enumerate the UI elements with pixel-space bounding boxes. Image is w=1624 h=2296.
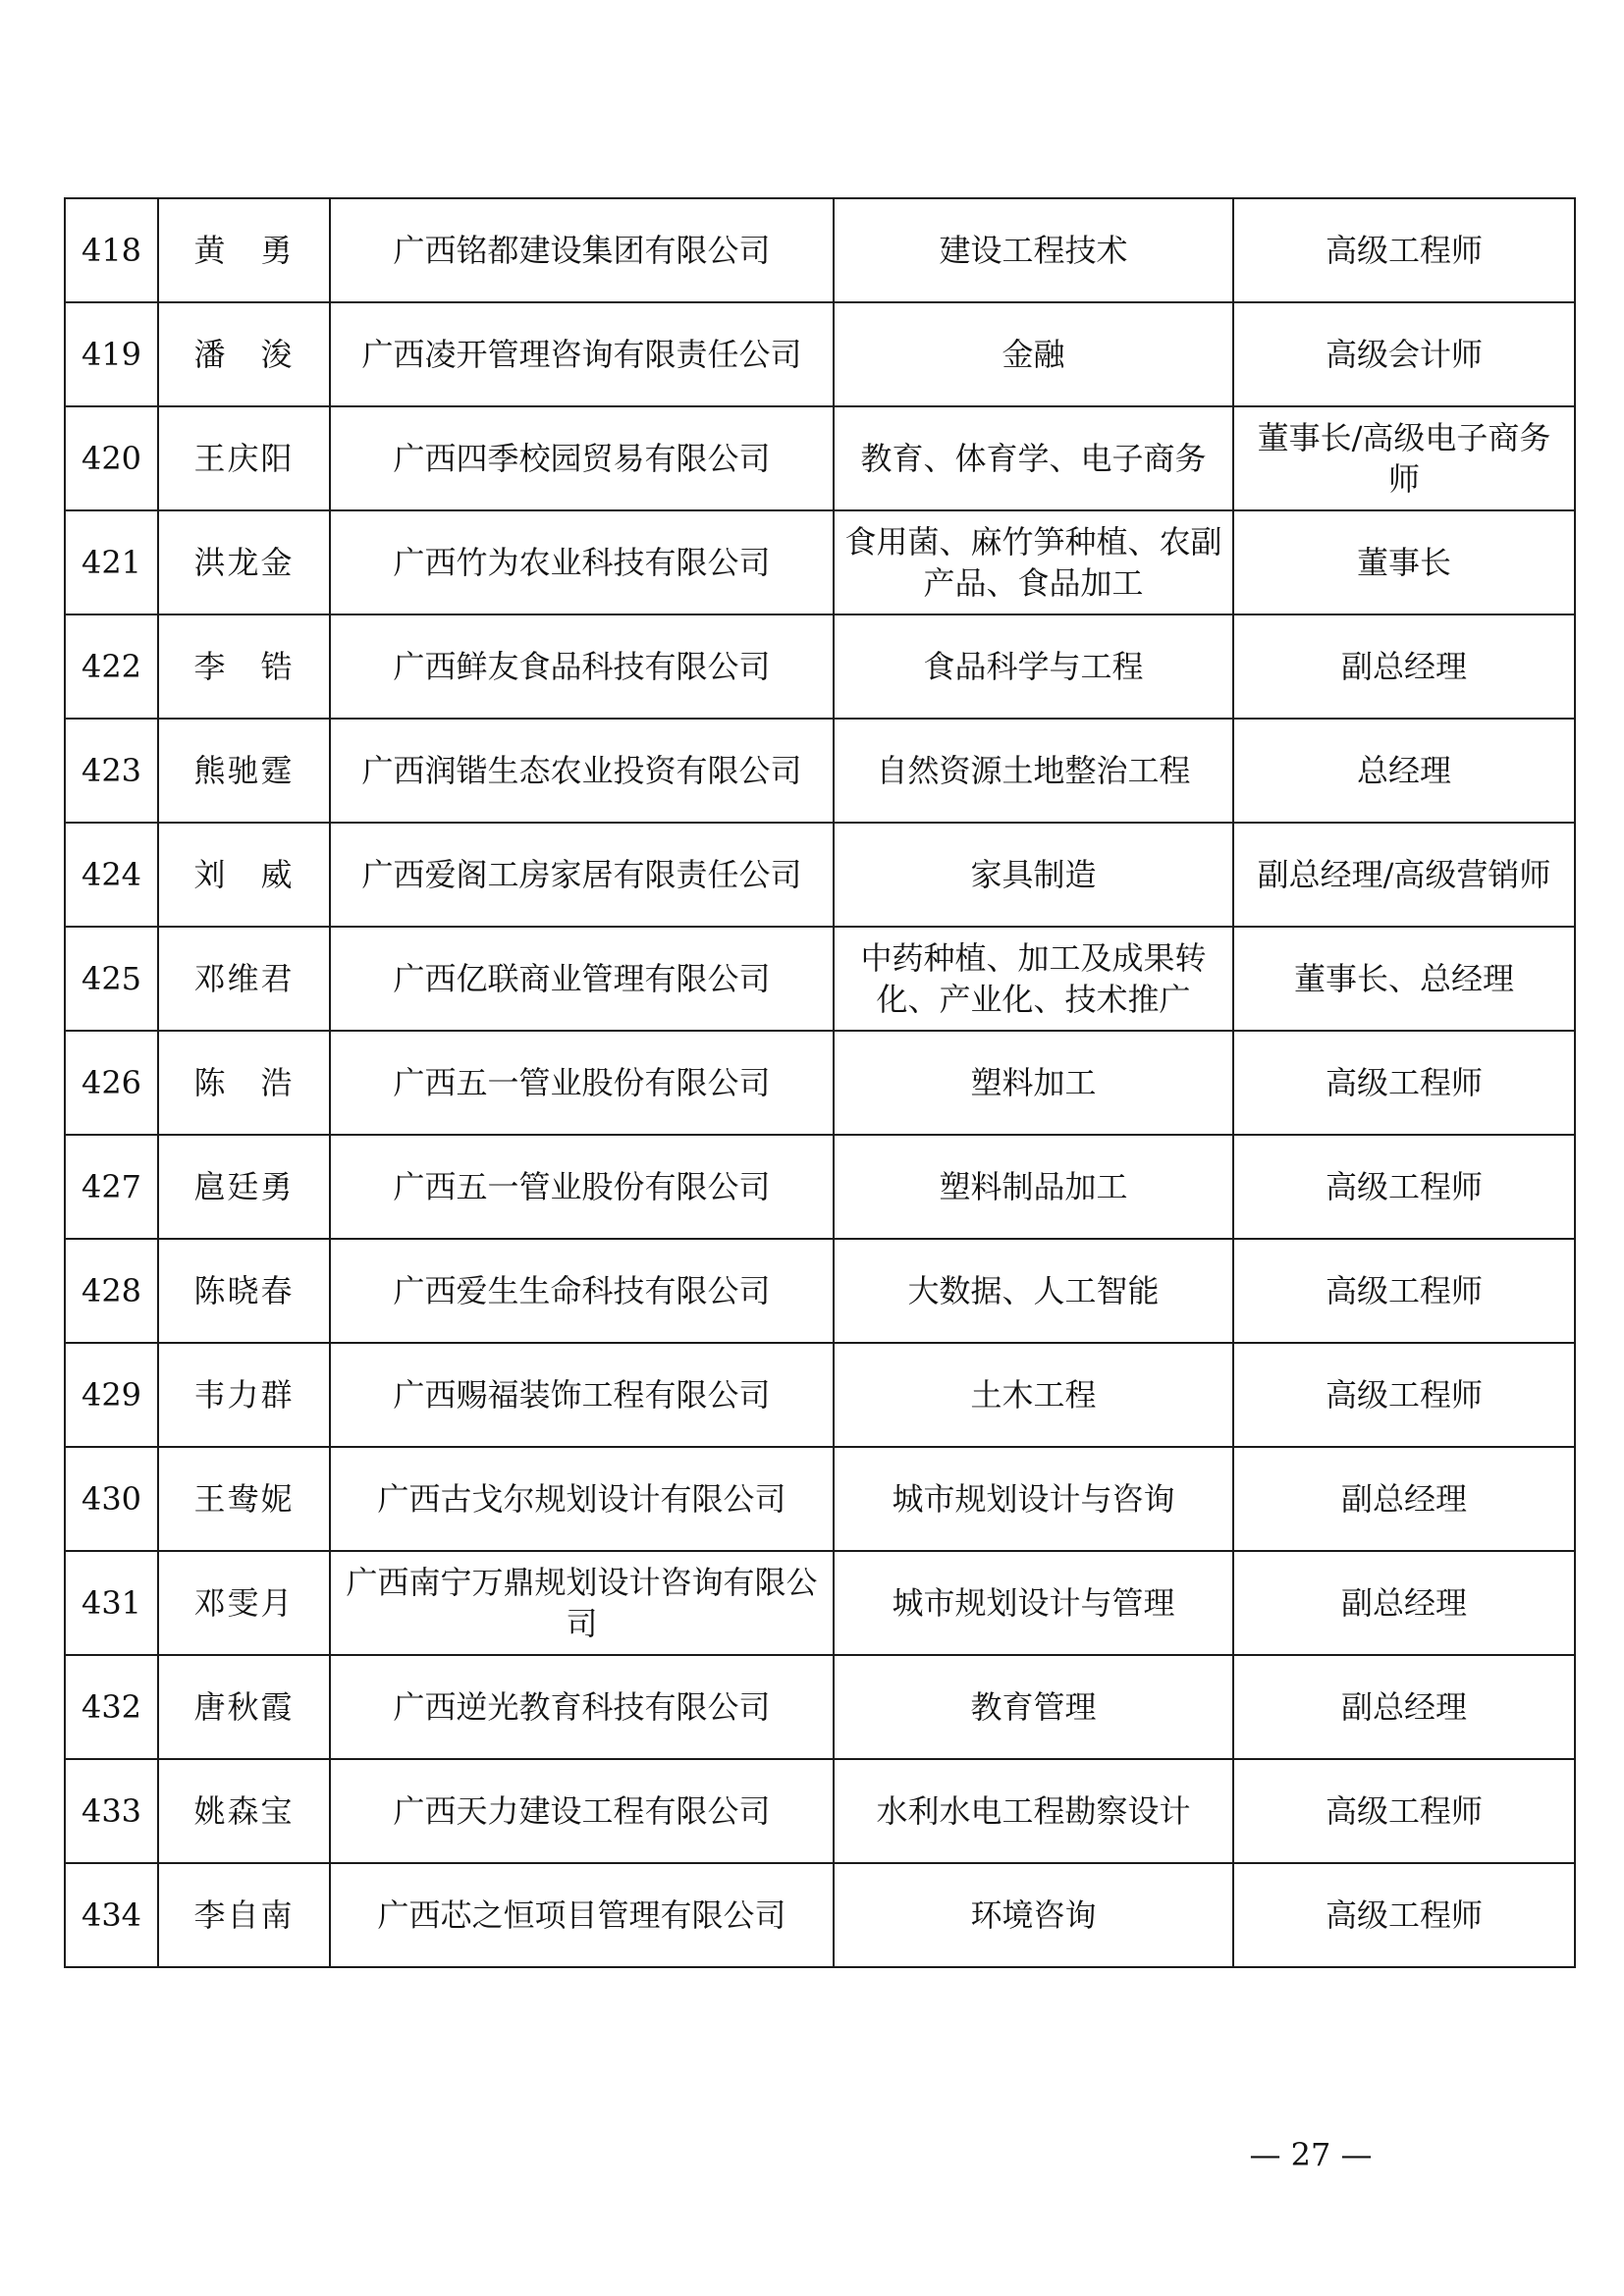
row-number: 429 <box>65 1343 158 1447</box>
job-title: 副总经理 <box>1233 1447 1575 1551</box>
job-title: 副总经理 <box>1233 1655 1575 1759</box>
specialty-field: 土木工程 <box>834 1343 1233 1447</box>
table-row <box>65 1343 1575 1447</box>
person-name: 陈 浩 <box>158 1031 330 1135</box>
person-name: 扈廷勇 <box>158 1135 330 1239</box>
table-row <box>65 719 1575 823</box>
table-body <box>65 198 1575 1967</box>
organization: 广西古戈尔规划设计有限公司 <box>330 1447 834 1551</box>
row-number: 423 <box>65 719 158 823</box>
specialty-field: 城市规划设计与管理 <box>834 1551 1233 1655</box>
row-number: 425 <box>65 927 158 1031</box>
row-number: 432 <box>65 1655 158 1759</box>
table-row <box>65 1239 1575 1343</box>
row-number: 431 <box>65 1551 158 1655</box>
person-name: 王庆阳 <box>158 406 330 510</box>
specialty-field: 城市规划设计与咨询 <box>834 1447 1233 1551</box>
table-row <box>65 198 1575 302</box>
row-number: 430 <box>65 1447 158 1551</box>
job-title: 高级会计师 <box>1233 302 1575 406</box>
organization: 广西南宁万鼎规划设计咨询有限公司 <box>330 1551 834 1655</box>
table-row <box>65 1447 1575 1551</box>
specialty-field: 塑料加工 <box>834 1031 1233 1135</box>
person-name: 王鸯妮 <box>158 1447 330 1551</box>
row-number: 418 <box>65 198 158 302</box>
organization: 广西五一管业股份有限公司 <box>330 1031 834 1135</box>
row-number: 422 <box>65 614 158 719</box>
person-name: 韦力群 <box>158 1343 330 1447</box>
specialty-field: 教育管理 <box>834 1655 1233 1759</box>
page-number: — 27 — <box>1249 2136 1373 2173</box>
job-title: 董事长 <box>1233 510 1575 614</box>
row-number: 434 <box>65 1863 158 1967</box>
row-number: 426 <box>65 1031 158 1135</box>
organization: 广西芯之恒项目管理有限公司 <box>330 1863 834 1967</box>
table-row <box>65 1135 1575 1239</box>
person-name: 熊驰霆 <box>158 719 330 823</box>
organization: 广西爱阁工房家居有限责任公司 <box>330 823 834 927</box>
specialty-field: 塑料制品加工 <box>834 1135 1233 1239</box>
row-number: 419 <box>65 302 158 406</box>
job-title: 董事长、总经理 <box>1233 927 1575 1031</box>
organization: 广西赐福装饰工程有限公司 <box>330 1343 834 1447</box>
job-title: 高级工程师 <box>1233 1031 1575 1135</box>
table-row <box>65 927 1575 1031</box>
job-title: 高级工程师 <box>1233 1863 1575 1967</box>
specialty-field: 大数据、人工智能 <box>834 1239 1233 1343</box>
specialty-field: 金融 <box>834 302 1233 406</box>
job-title: 副总经理 <box>1233 614 1575 719</box>
job-title: 高级工程师 <box>1233 1239 1575 1343</box>
organization: 广西亿联商业管理有限公司 <box>330 927 834 1031</box>
specialty-field: 建设工程技术 <box>834 198 1233 302</box>
table-row <box>65 1551 1575 1655</box>
person-name: 黄 勇 <box>158 198 330 302</box>
specialty-field: 家具制造 <box>834 823 1233 927</box>
organization: 广西鲜友食品科技有限公司 <box>330 614 834 719</box>
table-row <box>65 510 1575 614</box>
job-title: 副总经理 <box>1233 1551 1575 1655</box>
specialty-field: 中药种植、加工及成果转化、产业化、技术推广 <box>834 927 1233 1031</box>
specialty-field: 食用菌、麻竹笋种植、农副产品、食品加工 <box>834 510 1233 614</box>
organization: 广西润锴生态农业投资有限公司 <box>330 719 834 823</box>
organization: 广西铭都建设集团有限公司 <box>330 198 834 302</box>
table-row <box>65 1655 1575 1759</box>
person-name: 陈晓春 <box>158 1239 330 1343</box>
job-title: 副总经理/高级营销师 <box>1233 823 1575 927</box>
person-name: 邓雯月 <box>158 1551 330 1655</box>
job-title: 总经理 <box>1233 719 1575 823</box>
organization: 广西逆光教育科技有限公司 <box>330 1655 834 1759</box>
table-row <box>65 823 1575 927</box>
person-name: 刘 威 <box>158 823 330 927</box>
organization: 广西天力建设工程有限公司 <box>330 1759 834 1863</box>
job-title: 高级工程师 <box>1233 1135 1575 1239</box>
person-name: 潘 浚 <box>158 302 330 406</box>
specialty-field: 食品科学与工程 <box>834 614 1233 719</box>
table-row <box>65 1031 1575 1135</box>
specialty-field: 教育、体育学、电子商务 <box>834 406 1233 510</box>
specialty-field: 水利水电工程勘察设计 <box>834 1759 1233 1863</box>
table-row <box>65 614 1575 719</box>
row-number: 420 <box>65 406 158 510</box>
person-name: 邓维君 <box>158 927 330 1031</box>
person-name: 唐秋霞 <box>158 1655 330 1759</box>
table-row <box>65 406 1575 510</box>
organization: 广西凌开管理咨询有限责任公司 <box>330 302 834 406</box>
job-title: 高级工程师 <box>1233 198 1575 302</box>
job-title: 高级工程师 <box>1233 1759 1575 1863</box>
row-number: 427 <box>65 1135 158 1239</box>
table-row <box>65 302 1575 406</box>
specialty-field: 环境咨询 <box>834 1863 1233 1967</box>
expert-list-table <box>64 197 1576 1968</box>
row-number: 433 <box>65 1759 158 1863</box>
organization: 广西四季校园贸易有限公司 <box>330 406 834 510</box>
person-name: 李自南 <box>158 1863 330 1967</box>
person-name: 李 锆 <box>158 614 330 719</box>
job-title: 高级工程师 <box>1233 1343 1575 1447</box>
row-number: 421 <box>65 510 158 614</box>
organization: 广西五一管业股份有限公司 <box>330 1135 834 1239</box>
job-title: 董事长/高级电子商务师 <box>1233 406 1575 510</box>
person-name: 姚森宝 <box>158 1759 330 1863</box>
organization: 广西爱生生命科技有限公司 <box>330 1239 834 1343</box>
specialty-field: 自然资源土地整治工程 <box>834 719 1233 823</box>
table-row <box>65 1759 1575 1863</box>
table-row <box>65 1863 1575 1967</box>
person-name: 洪龙金 <box>158 510 330 614</box>
row-number: 428 <box>65 1239 158 1343</box>
row-number: 424 <box>65 823 158 927</box>
organization: 广西竹为农业科技有限公司 <box>330 510 834 614</box>
